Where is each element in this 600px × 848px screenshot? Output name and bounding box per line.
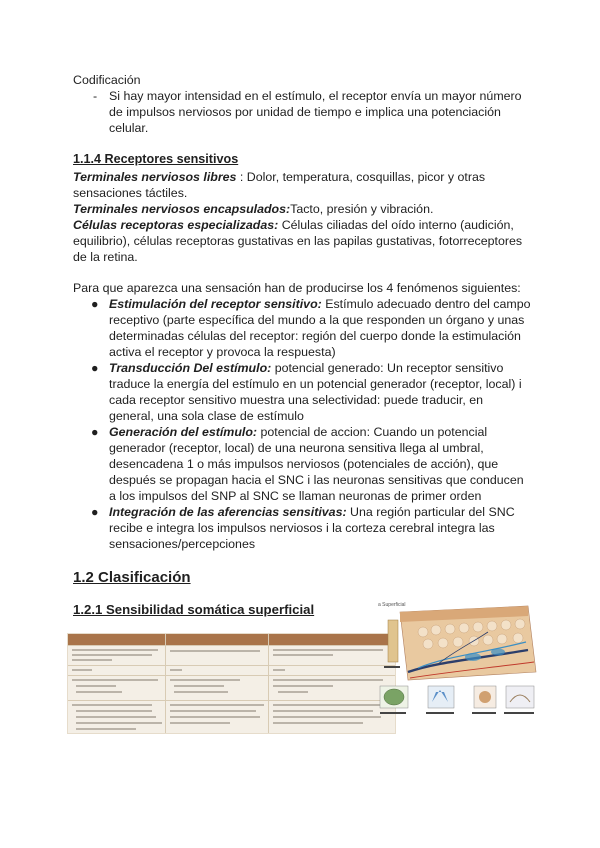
- clasificacion-subheading: 1.2.1 Sensibilidad somática superficial: [73, 602, 315, 617]
- skin-diagram: [378, 602, 538, 735]
- list-item: [91, 504, 531, 552]
- item-text: Estímulo adecuado dentro del campo receptivo (parte específica del mundo a la que responden un órgano y unas determinadas células del receptor: región del cuerpo donde la estimulación activa el receptor y provoca la respuesta): [109, 297, 531, 359]
- libres-term: Terminales nerviosos libres: [73, 170, 237, 184]
- clasificacion-heading: 1.2 Clasificación: [73, 569, 191, 586]
- codificacion-item: [93, 88, 523, 136]
- table-row: [68, 665, 395, 675]
- table-col-divider: [268, 634, 269, 733]
- receptores-heading: 1.1.4 Receptores sensitivos: [73, 152, 239, 166]
- receptores-libres: [73, 169, 513, 201]
- celulas-term: Células receptoras especializadas:: [73, 218, 279, 232]
- item-text: potencial generado: Un receptor sensitivo traduce la energía del estímulo en un potencial generador (receptor, local) i cada receptor sensitivo muestra una selectividad: puede traducir, en general, una sola clase de estímulo: [109, 361, 522, 423]
- fenomenos-intro: Para que aparezca una sensación han de producirse los 4 fenómenos siguientes:: [73, 281, 521, 295]
- item-term: Generación del estímulo:: [109, 425, 258, 439]
- fenomenos-list: [91, 296, 531, 552]
- table-col-divider: [165, 634, 166, 733]
- bullet-marker: ●: [91, 425, 99, 439]
- bullet-marker: ●: [91, 297, 99, 311]
- item-text: Una región particular del SNC recibe e integra los impulsos nerviosos i la corteza cerebral integra las sensaciones/percepciones: [109, 505, 515, 551]
- list-item: [91, 360, 531, 424]
- libres-text: : Dolor, temperatura, cosquillas, picor y otras sensaciones táctiles.: [73, 170, 486, 200]
- celulas-text: Células ciliadas del oído interno (audición, equilibrio), células receptoras gustativas en las papilas gustativas, fotorreceptores de la retina.: [73, 218, 523, 264]
- item-term: Transducción Del estímulo:: [109, 361, 272, 375]
- codificacion-title: Codificación: [73, 73, 141, 87]
- item-text: potencial de accion: Cuando un potencial generador (receptor, local) de una neurona sensitiva llega al umbral, desencadena 1 o más impulsos nerviosos (potenciales de acción), que después se propagan hacia el SNC i las neuronas sensitivas que conducen a los impulsos del SNP al SNC se llaman neuronas de primer orden: [109, 425, 524, 503]
- item-term: Integración de las aferencias sensitivas:: [109, 505, 347, 519]
- list-item: [91, 424, 531, 504]
- receptores-encapsulados: [73, 201, 513, 217]
- codificacion-text: Si hay mayor intensidad en el estímulo, el receptor envía un mayor número de impulsos nerviosos por unidad de tiempo e implica una potenciación celular.: [109, 89, 522, 135]
- receptores-celulas: [73, 217, 523, 265]
- table-header-bar: [68, 634, 395, 645]
- bullet-marker: ●: [91, 505, 99, 519]
- receptor-table-image: [67, 633, 396, 734]
- encaps-term: Terminales nerviosos encapsulados:: [73, 202, 291, 216]
- encaps-text: Tacto, presión y vibración.: [290, 202, 434, 216]
- item-term: Estimulación del receptor sensitivo:: [109, 297, 322, 311]
- skin-receptors-figure: [378, 602, 538, 735]
- dash-marker: -: [93, 89, 98, 103]
- bullet-marker: ●: [91, 361, 99, 375]
- figure-label: a Superficial: [378, 602, 406, 608]
- list-item: [91, 296, 531, 360]
